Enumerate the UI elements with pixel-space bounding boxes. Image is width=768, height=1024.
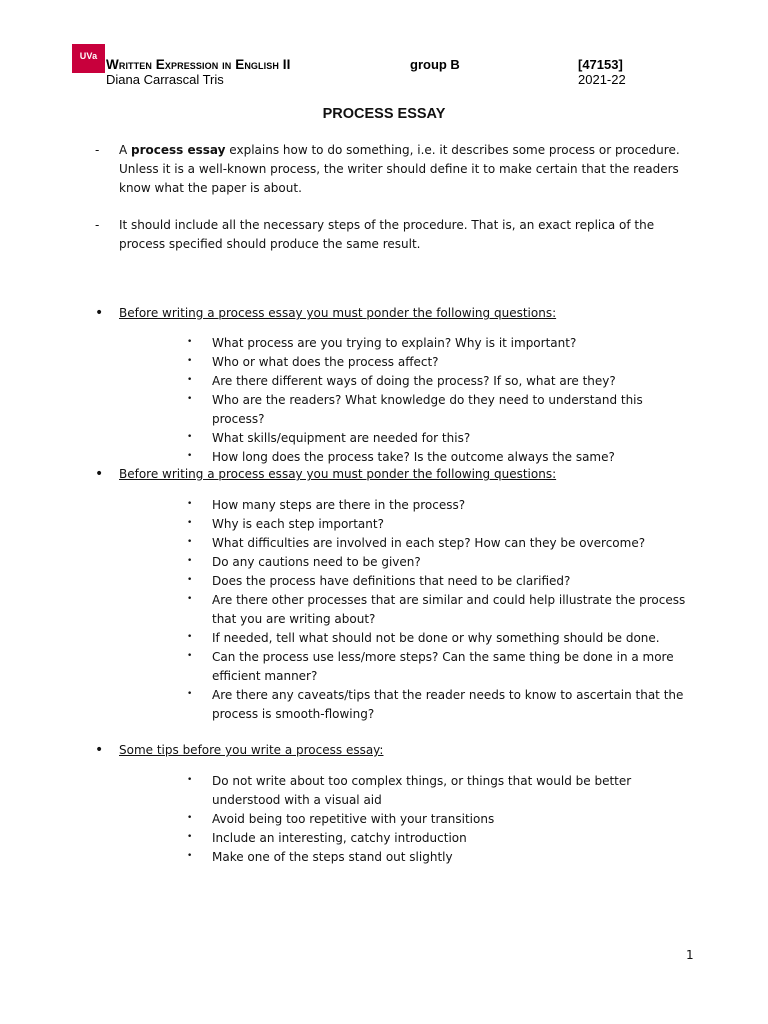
list-item: • Make one of the steps stand out slightly xyxy=(186,848,696,867)
list-item: • Does the process have definitions that need to be clarified? xyxy=(186,572,696,591)
bullet-marker: • xyxy=(95,466,104,482)
bullet-marker: • xyxy=(187,832,193,842)
list-item: • What process are you trying to explain? Why is it important? xyxy=(186,334,696,353)
list-item: • Do any cautions need to be given? xyxy=(186,553,696,572)
bullet-marker: • xyxy=(187,775,193,785)
bullet-marker: • xyxy=(187,432,193,442)
section-heading-text: Before writing a process essay you must ponder the following questions: xyxy=(119,306,557,320)
list-item: • If needed, tell what should not be done or why something should be done. xyxy=(186,629,696,648)
course-group: group B xyxy=(410,57,460,72)
bullet-marker: • xyxy=(187,813,193,823)
intro-paragraph: A process essay explains how to do something, i.e. it describes some process or procedure. Unless it is a well-known process, the writer should define it to make certain that the readers know what the paper is about. xyxy=(119,143,680,195)
bullet-marker: • xyxy=(95,305,104,321)
list-item: • Avoid being too repetitive with your transitions xyxy=(186,810,696,829)
bullet-marker: • xyxy=(187,337,193,347)
bullet-marker: • xyxy=(187,851,193,861)
academic-year: 2021-22 xyxy=(578,72,626,87)
question-list xyxy=(186,496,696,724)
bullet-marker: • xyxy=(187,556,193,566)
bullet-marker: • xyxy=(187,499,193,509)
list-item: • Why is each step important? xyxy=(186,515,696,534)
question-list xyxy=(186,334,696,467)
section-heading-text: Before writing a process essay you must ponder the following questions: xyxy=(119,467,557,481)
tips-list xyxy=(186,772,696,867)
course-title: Written Expression in English II xyxy=(106,57,291,72)
author-name: Diana Carrascal Tris xyxy=(106,72,224,87)
bullet-marker: • xyxy=(187,632,193,642)
bullet-marker: • xyxy=(187,451,193,461)
list-item: • What skills/equipment are needed for this? xyxy=(186,429,696,448)
intro-paragraph: It should include all the necessary steps of the procedure. That is, an exact replica of the process specified should produce the same result. xyxy=(119,218,655,251)
dash-marker: - xyxy=(95,143,100,157)
course-code: [47153] xyxy=(578,57,623,72)
section-heading-text: Some tips before you write a process essay: xyxy=(119,743,384,757)
list-item: • Are there different ways of doing the process? If so, what are they? xyxy=(186,372,696,391)
list-item: • Are there other processes that are similar and could help illustrate the process that you are writing about? xyxy=(186,591,696,629)
bullet-marker: • xyxy=(187,575,193,585)
bullet-marker: • xyxy=(95,742,104,758)
list-item: • What difficulties are involved in each step? How can they be overcome? xyxy=(186,534,696,553)
list-item: • Include an interesting, catchy introduction xyxy=(186,829,696,848)
list-item: • Who or what does the process affect? xyxy=(186,353,696,372)
bullet-marker: • xyxy=(187,356,193,366)
list-item: • How many steps are there in the process? xyxy=(186,496,696,515)
bullet-marker: • xyxy=(187,594,193,604)
bold-term: process essay xyxy=(131,143,226,157)
page-number: 1 xyxy=(686,948,694,962)
bullet-marker: • xyxy=(187,518,193,528)
list-item: • How long does the process take? Is the outcome always the same? xyxy=(186,448,696,467)
bullet-marker: • xyxy=(187,689,193,699)
bullet-marker: • xyxy=(187,651,193,661)
bullet-marker: • xyxy=(187,394,193,404)
list-item: • Can the process use less/more steps? Can the same thing be done in a more efficient manner? xyxy=(186,648,696,686)
bullet-marker: • xyxy=(187,375,193,385)
dash-marker: - xyxy=(95,218,100,232)
list-item: • Do not write about too complex things, or things that would be better understood with a visual aid xyxy=(186,772,696,810)
list-item: • Who are the readers? What knowledge do they need to understand this process? xyxy=(186,391,696,429)
bullet-marker: • xyxy=(187,537,193,547)
document-title: PROCESS ESSAY xyxy=(322,106,446,122)
list-item: • Are there any caveats/tips that the reader needs to know to ascertain that the process is smooth-flowing? xyxy=(186,686,696,724)
uva-logo: UVa xyxy=(72,44,105,73)
